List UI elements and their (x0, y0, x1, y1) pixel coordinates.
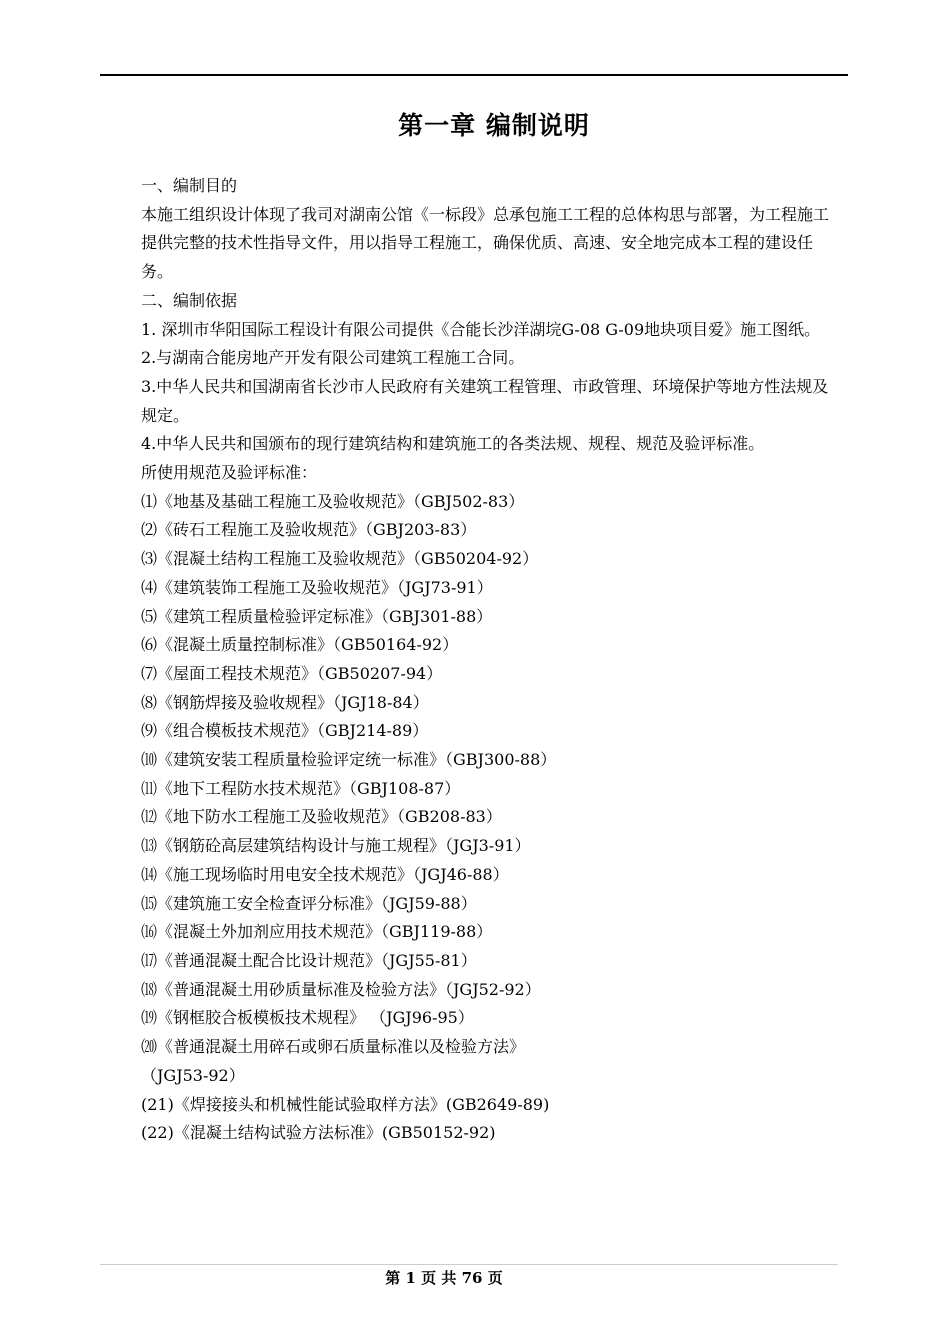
purpose-paragraph: 本施工组织设计体现了我司对湖南公馆《一标段》总承包施工工程的总体构思与部署，为工程施工提供完整的技术性指导文件，用以指导工程施工，确保优质、高速、安全地完成本工程的建设任务。 (141, 204, 830, 282)
standard-item: ⒄《普通混凝土配合比设计规范》（JGJ55-81） (141, 950, 477, 970)
basis-item-4: 4.中华人民共和国颁布的现行建筑结构和建筑施工的各类法规、规程、规范及验评标准。 (141, 434, 765, 454)
standard-item: (21)《焊接接头和机械性能试验取样方法》(GB2649-89) (141, 1094, 550, 1114)
standard-item: ⒅《普通混凝土用砂质量标准及检验方法》（JGJ52-92） (141, 979, 541, 999)
basis-item-2: 2.与湖南合能房地产开发有限公司建筑工程施工合同。 (141, 348, 525, 368)
section-heading-purpose: 一、编制目的 (141, 176, 238, 195)
footer-rule (100, 1264, 838, 1265)
basis-item-1: 1. 深圳市华阳国际工程设计有限公司提供《合能长沙洋湖垸G-08 G-09地块项目爱》施工图纸。 (141, 319, 821, 339)
standard-item: ⑴《地基及基础工程施工及验收规范》（GBJ502-83） (141, 491, 525, 511)
standard-item: ⑵《砖石工程施工及验收规范》（GBJ203-83） (141, 520, 477, 540)
standard-item: (22)《混凝土结构试验方法标准》(GB50152-92) (141, 1123, 496, 1143)
page-number-footer: 第 1 页 共 76 页 (385, 1269, 503, 1287)
standard-item: ⑻《钢筋焊接及验收规程》（JGJ18-84） (141, 692, 429, 712)
document-body (141, 172, 831, 1148)
standard-item: ⑼《组合模板技术规范》（GBJ214-89） (141, 721, 429, 741)
standard-item: ⑷《建筑装饰工程施工及验收规范》（JGJ73-91） (141, 577, 493, 597)
standard-item: ⑺《屋面工程技术规范》（GB50207-94） (141, 663, 443, 683)
standard-item: ⑿《地下防水工程施工及验收规范》（GB208-83） (141, 807, 502, 827)
standard-item: ⑾《地下工程防水技术规范》（GBJ108-87） (141, 778, 461, 798)
standard-item: ⑸《建筑工程质量检验评定标准》（GBJ301-88） (141, 606, 493, 626)
standard-item: ⒀《钢筋砼高层建筑结构设计与施工规程》（JGJ3-91） (141, 836, 531, 856)
standard-item-continuation: （JGJ53-92） (141, 1065, 245, 1085)
basis-item-3: 3.中华人民共和国湖南省长沙市人民政府有关建筑工程管理、市政管理、环境保护等地方性法规及规定。 (141, 376, 829, 425)
standard-item: ⒆《钢框胶合板模板技术规程》 （JGJ96-95） (141, 1008, 474, 1028)
top-rule (100, 74, 848, 76)
section-heading-basis: 二、编制依据 (141, 290, 238, 310)
standard-item: ⑽《建筑安装工程质量检验评定统一标准》（GBJ300-88） (141, 750, 557, 770)
standards-heading: 所使用规范及验评标准： (141, 463, 318, 483)
standard-item: ⒂《建筑施工安全检查评分标准》（JGJ59-88） (141, 893, 477, 913)
standard-item: ⒁《施工现场临时用电安全技术规范》（JGJ46-88） (141, 864, 509, 884)
standard-item: ⑹《混凝土质量控制标准》（GB50164-92） (141, 635, 459, 655)
standard-item: ⒃《混凝土外加剂应用技术规范》（GBJ119-88） (141, 922, 493, 942)
chapter-title: 第一章 编制说明 (398, 111, 590, 140)
standard-item: ⒇《普通混凝土用碎石或卵石质量标准以及检验方法》 (141, 1037, 526, 1057)
standard-item: ⑶《混凝土结构工程施工及验收规范》（GB50204-92） (141, 549, 539, 569)
